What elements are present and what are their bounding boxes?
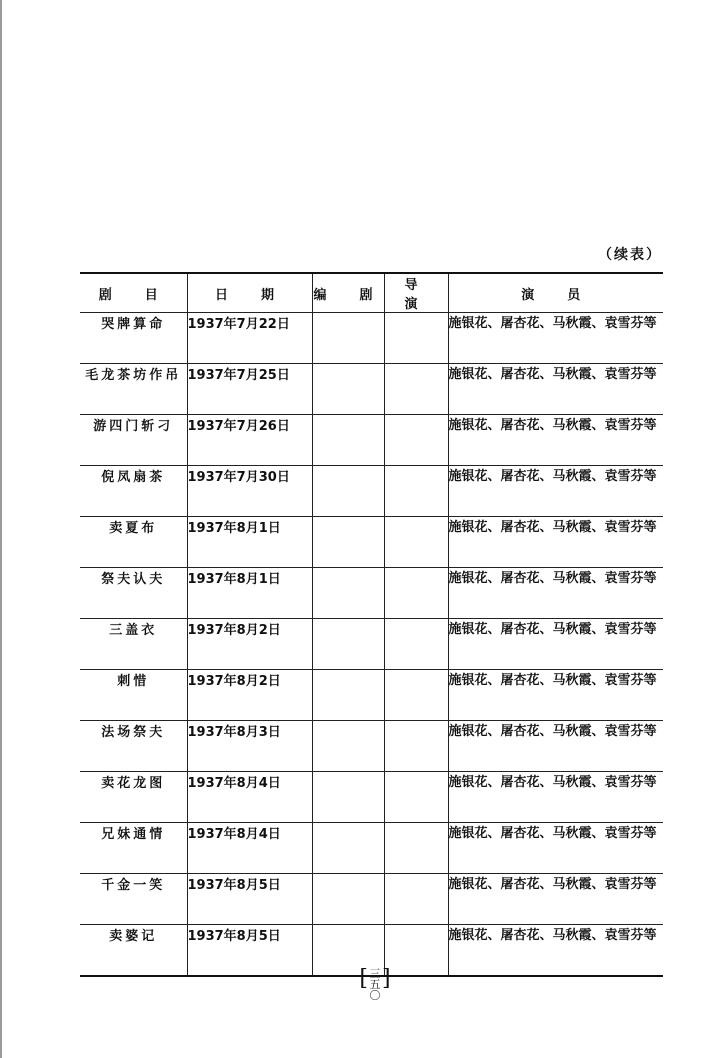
bracket-right: ] (382, 966, 391, 991)
cell-writer (312, 415, 384, 466)
cell-cast: 施银花、屠杏花、马秋霞、袁雪芬等 (448, 466, 663, 517)
cell-title: 毛龙茶坊作吊 (80, 364, 187, 415)
header-cast: 演 员 (448, 273, 663, 313)
cell-date: 1937年7月26日 (187, 415, 312, 466)
cell-date: 1937年7月22日 (187, 313, 312, 364)
continued-label: （续表） (598, 247, 662, 263)
cell-date: 1937年8月1日 (187, 517, 312, 568)
cell-date: 1937年8月4日 (187, 823, 312, 874)
cell-director (384, 619, 448, 670)
cell-writer (312, 466, 384, 517)
table-row (80, 364, 663, 415)
cell-director (384, 313, 448, 364)
cell-director (384, 517, 448, 568)
cell-cast: 施银花、屠杏花、马秋霞、袁雪芬等 (448, 517, 663, 568)
cell-cast: 施银花、屠杏花、马秋霞、袁雪芬等 (448, 313, 663, 364)
cell-title: 卖花龙图 (80, 772, 187, 823)
cell-director (384, 874, 448, 925)
cell-date: 1937年7月25日 (187, 364, 312, 415)
cell-director (384, 364, 448, 415)
page-number (355, 968, 395, 1001)
cell-cast: 施银花、屠杏花、马秋霞、袁雪芬等 (448, 772, 663, 823)
cell-title: 游四门斩刁 (80, 415, 187, 466)
cell-title: 法场祭夫 (80, 721, 187, 772)
cell-director (384, 823, 448, 874)
cell-director (384, 670, 448, 721)
table-row (80, 772, 663, 823)
cell-cast: 施银花、屠杏花、马秋霞、袁雪芬等 (448, 925, 663, 977)
header-title: 剧 目 (80, 273, 187, 313)
cell-writer (312, 772, 384, 823)
cell-writer (312, 670, 384, 721)
header-director: 导 演 (384, 273, 448, 313)
cell-cast: 施银花、屠杏花、马秋霞、袁雪芬等 (448, 721, 663, 772)
cell-cast: 施银花、屠杏花、马秋霞、袁雪芬等 (448, 823, 663, 874)
cell-title: 哭牌算命 (80, 313, 187, 364)
table-row (80, 568, 663, 619)
cell-writer (312, 364, 384, 415)
cell-director (384, 772, 448, 823)
cell-date: 1937年8月2日 (187, 619, 312, 670)
cell-cast: 施银花、屠杏花、马秋霞、袁雪芬等 (448, 364, 663, 415)
cell-date: 1937年8月1日 (187, 568, 312, 619)
cell-cast: 施银花、屠杏花、马秋霞、袁雪芬等 (448, 619, 663, 670)
cell-title: 兄妹通情 (80, 823, 187, 874)
cell-writer (312, 721, 384, 772)
cell-date: 1937年8月3日 (187, 721, 312, 772)
header-writer: 编 剧 (312, 273, 384, 313)
table-header-row (80, 273, 663, 313)
cell-date: 1937年8月2日 (187, 670, 312, 721)
table-row (80, 874, 663, 925)
cell-cast: 施银花、屠杏花、马秋霞、袁雪芬等 (448, 568, 663, 619)
cell-director (384, 466, 448, 517)
cell-date: 1937年8月5日 (187, 874, 312, 925)
cell-writer (312, 517, 384, 568)
table-row (80, 517, 663, 568)
cell-writer (312, 313, 384, 364)
bracket-left: [ (359, 966, 368, 991)
cell-date: 1937年7月30日 (187, 466, 312, 517)
cell-title: 卖夏布 (80, 517, 187, 568)
cell-writer (312, 619, 384, 670)
cell-title: 刺惜 (80, 670, 187, 721)
cell-date: 1937年8月4日 (187, 772, 312, 823)
table-row (80, 466, 663, 517)
table-row (80, 670, 663, 721)
cell-cast: 施银花、屠杏花、马秋霞、袁雪芬等 (448, 874, 663, 925)
cell-title: 卖婆记 (80, 925, 187, 977)
cell-writer (312, 823, 384, 874)
table-row (80, 721, 663, 772)
cell-writer (312, 874, 384, 925)
cell-date: 1937年8月5日 (187, 925, 312, 977)
cell-cast: 施银花、屠杏花、马秋霞、袁雪芬等 (448, 415, 663, 466)
header-date: 日 期 (187, 273, 312, 313)
cell-director (384, 415, 448, 466)
cell-title: 三盖衣 (80, 619, 187, 670)
table-row (80, 313, 663, 364)
table-row (80, 619, 663, 670)
cell-writer (312, 568, 384, 619)
cell-title: 倪凤扇茶 (80, 466, 187, 517)
cell-title: 千金一笑 (80, 874, 187, 925)
page-edge-line (0, 0, 2, 1058)
cell-cast: 施银花、屠杏花、马秋霞、袁雪芬等 (448, 670, 663, 721)
cell-director (384, 721, 448, 772)
table-row (80, 823, 663, 874)
performance-table (80, 272, 663, 977)
table-row (80, 415, 663, 466)
cell-director (384, 568, 448, 619)
page-number-text: 三五〇 (369, 967, 381, 1002)
cell-title: 祭夫认夫 (80, 568, 187, 619)
